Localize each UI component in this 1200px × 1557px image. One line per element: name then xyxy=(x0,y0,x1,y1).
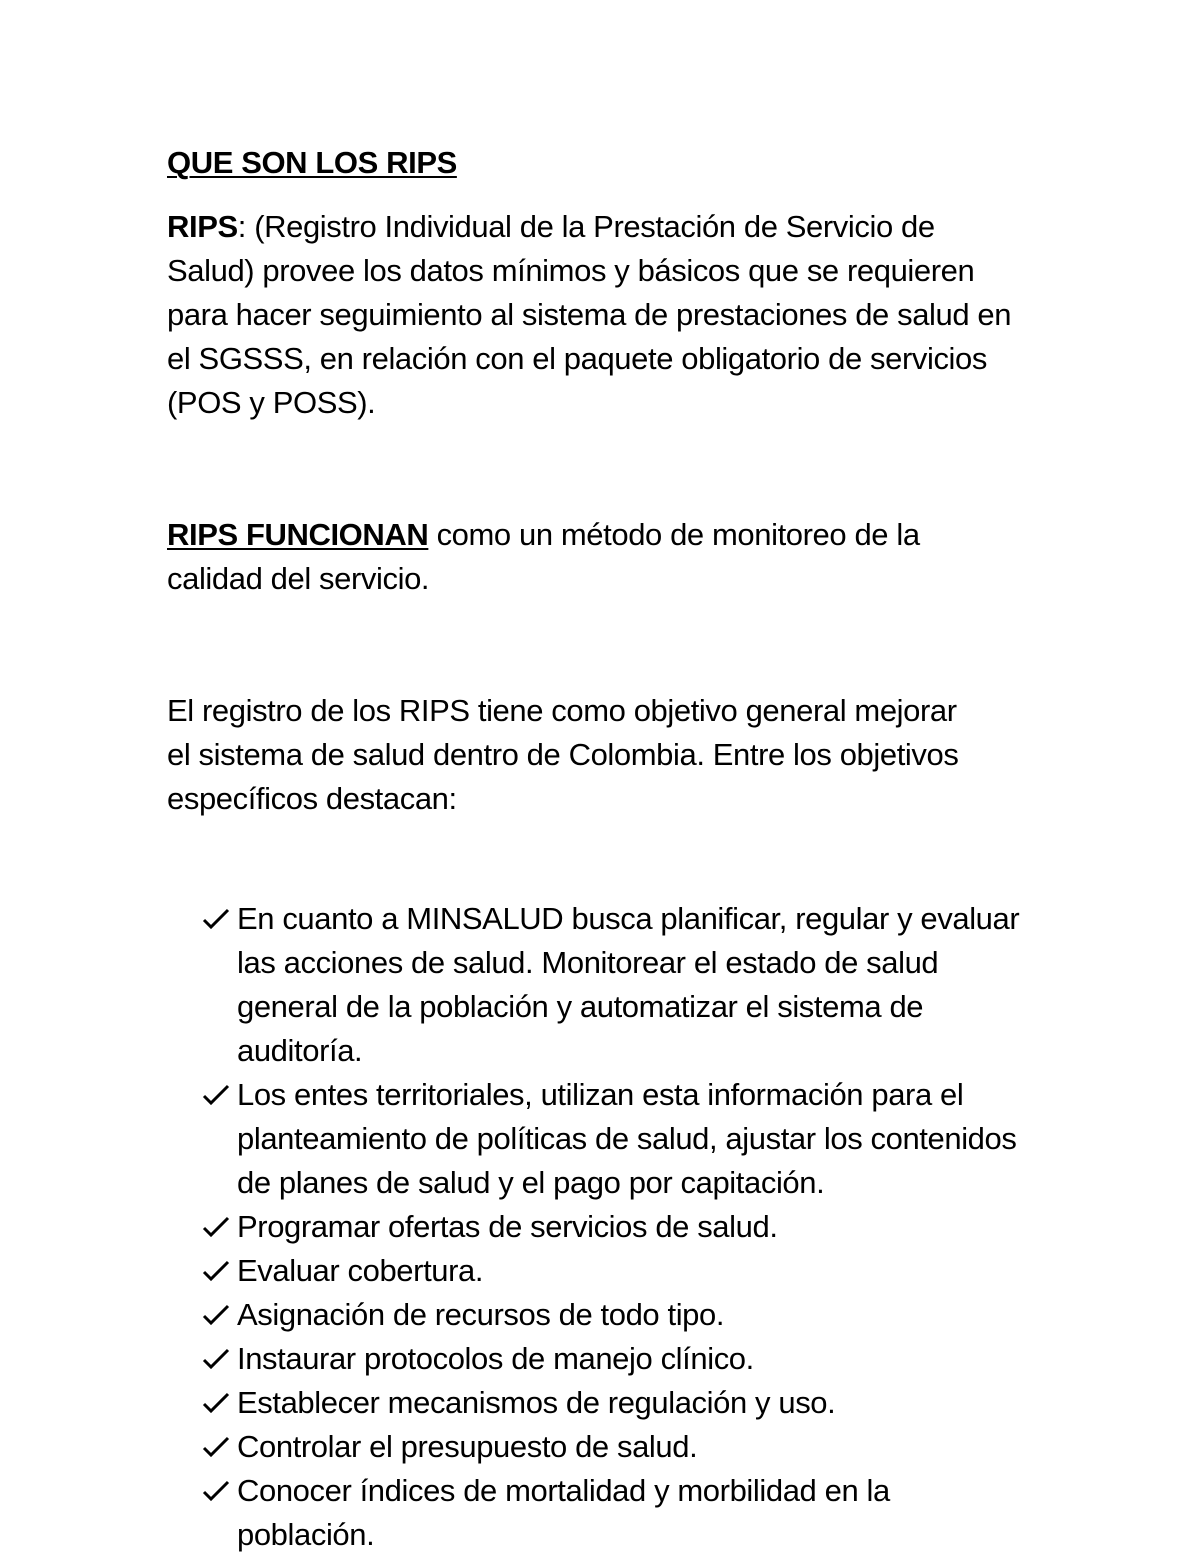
paragraph-rips-function xyxy=(167,513,997,601)
checkmark-icon xyxy=(202,1304,230,1326)
document-title: QUE SON LOS RIPS xyxy=(167,145,457,180)
list-item-text: Establecer mecanismos de regulación y uso. xyxy=(237,1385,836,1420)
checkmark-icon xyxy=(202,1392,230,1414)
list-item xyxy=(202,897,1032,1073)
list-item xyxy=(202,1337,1032,1381)
definition-text: : (Registro Individual de la Prestación de Servicio de Salud) provee los datos mínimos y básicos que se requieren para hacer seguimiento al sistema de prestaciones de salud en el SGSSS, en relación con el paquete obligatorio de servicios (POS y POSS). xyxy=(167,209,1012,420)
list-item xyxy=(202,1293,1032,1337)
list-item xyxy=(202,1249,1032,1293)
term-rips-funcionan: RIPS FUNCIONAN xyxy=(167,517,429,552)
list-item-text: Evaluar cobertura. xyxy=(237,1253,484,1288)
list-item xyxy=(202,1469,1032,1557)
list-item-text: Programar ofertas de servicios de salud. xyxy=(237,1209,778,1244)
list-item xyxy=(202,1381,1032,1425)
function-text: como un método de monitoreo de la calidad del servicio. xyxy=(167,517,920,596)
list-item-text: Instaurar protocolos de manejo clínico. xyxy=(237,1341,754,1376)
term-rips: RIPS xyxy=(167,209,238,244)
document-body xyxy=(167,141,1047,1557)
paragraph-rips-definition xyxy=(167,205,1027,425)
checkmark-icon xyxy=(202,1348,230,1370)
checkmark-icon xyxy=(202,1216,230,1238)
checkmark-icon xyxy=(202,1436,230,1458)
checkmark-icon xyxy=(202,908,230,930)
paragraph-objectives-intro: El registro de los RIPS tiene como objetivo general mejorar el sistema de salud dentro de Colombia. Entre los objetivos específicos destacan: xyxy=(167,693,959,816)
list-item-text: Conocer índices de mortalidad y morbilidad en la población. xyxy=(237,1473,890,1552)
list-item-text: Controlar el presupuesto de salud. xyxy=(237,1429,698,1464)
list-item xyxy=(202,1205,1032,1249)
checkmark-icon xyxy=(202,1260,230,1282)
list-item-text: Asignación de recursos de todo tipo. xyxy=(237,1297,725,1332)
checkmark-icon xyxy=(202,1480,230,1502)
list-item xyxy=(202,1073,1032,1205)
list-item xyxy=(202,1425,1032,1469)
checkmark-icon xyxy=(202,1084,230,1106)
objectives-checklist xyxy=(167,897,1032,1557)
list-item-text: En cuanto a MINSALUD busca planificar, regular y evaluar las acciones de salud. Monitorear el estado de salud general de la población y automatizar el sistema de auditoría. xyxy=(237,901,1020,1068)
list-item-text: Los entes territoriales, utilizan esta información para el planteamiento de políticas de salud, ajustar los contenidos de planes de salud y el pago por capitación. xyxy=(237,1077,1017,1200)
